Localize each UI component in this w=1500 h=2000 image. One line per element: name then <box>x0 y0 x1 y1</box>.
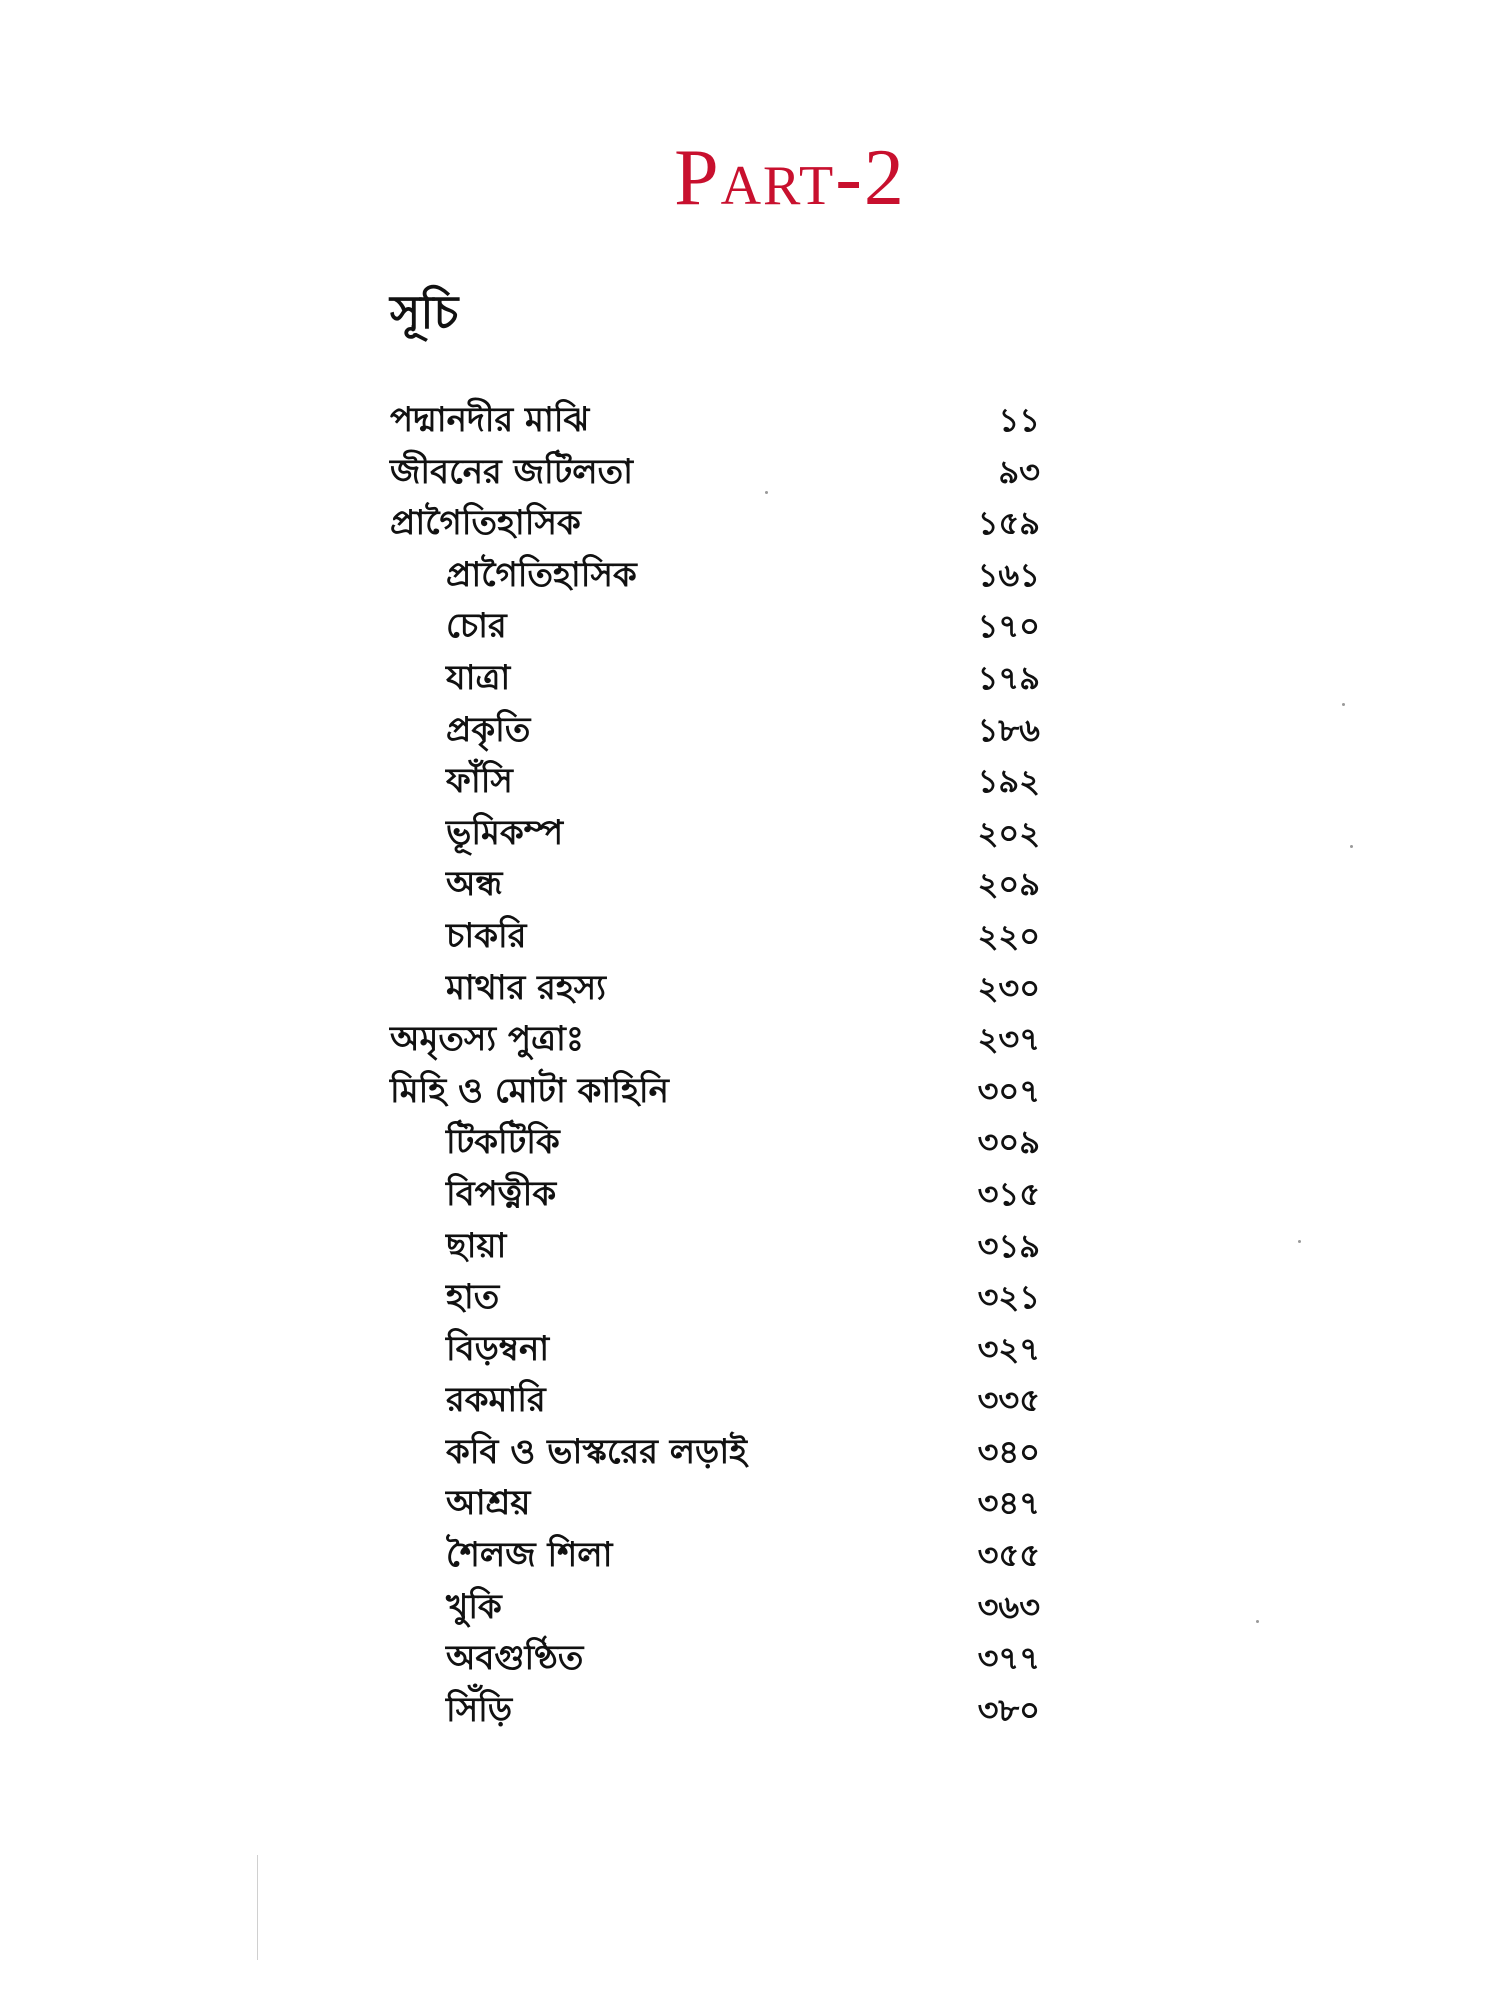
toc-entry <box>390 1272 1040 1324</box>
toc-entry-title: যাত্রা <box>446 657 511 698</box>
toc-entry <box>390 1221 1040 1273</box>
toc-entry <box>390 395 1040 447</box>
toc-entry <box>390 1685 1040 1737</box>
toc-entry <box>390 1066 1040 1118</box>
toc-entry-page-number: ৩৬৩ <box>977 1587 1040 1626</box>
toc-entry <box>390 550 1040 602</box>
toc-entry <box>390 859 1040 911</box>
toc-entry-page-number: ১১ <box>998 401 1040 439</box>
toc-entry <box>390 1582 1040 1634</box>
scan-speck <box>1256 1620 1259 1623</box>
toc-entry-title: পদ্মানদীর মাঝি <box>390 400 590 440</box>
toc-entry <box>390 1530 1040 1582</box>
toc-entry <box>390 1014 1040 1066</box>
part-title: Part-2 <box>674 134 906 222</box>
toc-entry-title: ছায়া <box>446 1225 507 1266</box>
toc-entry-title: চাকরি <box>446 915 527 956</box>
toc-entry <box>390 1117 1040 1169</box>
toc-entry-page-number: ৩৫৫ <box>977 1536 1040 1575</box>
toc-entry-title: প্রকৃতি <box>446 709 531 750</box>
toc-entry-page-number: ১৭৯ <box>977 658 1040 697</box>
toc-entry-page-number: ২০৯ <box>977 865 1040 904</box>
toc-entry-title: অন্ধ <box>446 864 503 905</box>
toc-entry-page-number: ৩৪৭ <box>977 1484 1040 1523</box>
toc-entry <box>390 1427 1040 1479</box>
toc-entry-title: আশ্রয় <box>446 1483 531 1524</box>
toc-entry <box>390 601 1040 653</box>
scan-speck <box>1298 1240 1301 1243</box>
toc-entry-page-number: ১৬১ <box>977 555 1040 594</box>
toc-entry <box>390 447 1040 499</box>
toc-entry-page-number: ৩২১ <box>977 1278 1040 1317</box>
toc-entry-title: শৈলজ শিলা <box>446 1535 613 1576</box>
toc-entry-title: হাত <box>446 1277 500 1318</box>
toc-entry-title: মাথার রহস্য <box>446 967 607 1008</box>
toc-entry-title: অমৃতস্য পুত্রাঃ <box>390 1019 585 1060</box>
toc-entry-page-number: ৩৩৫ <box>977 1381 1040 1420</box>
scan-speck <box>765 491 768 494</box>
toc-entry-title: ভূমিকম্প <box>446 812 564 853</box>
toc-entry <box>390 963 1040 1015</box>
toc-entry-title: জীবনের জটিলতা <box>390 451 633 492</box>
toc-entry-title: সিঁড়ি <box>446 1689 513 1730</box>
toc-entry <box>390 1169 1040 1221</box>
toc-entry-title: কবি ও ভাস্করের লড়াই <box>446 1431 747 1472</box>
toc-entry-title: খুকি <box>446 1586 502 1627</box>
toc-entry <box>390 911 1040 963</box>
toc-entry-page-number: ৩০৯ <box>977 1123 1040 1162</box>
toc-entry-page-number: ২২০ <box>977 916 1040 955</box>
toc-entry <box>390 1324 1040 1376</box>
scan-edge-line <box>257 1855 258 1960</box>
toc-entry-page-number: ২৩৭ <box>977 1020 1040 1059</box>
toc-entry-page-number: ৩০৭ <box>977 1071 1040 1110</box>
toc-entry-title: টিকটিকি <box>446 1122 560 1163</box>
toc-entry-page-number: ২৩০ <box>977 968 1040 1007</box>
toc-entry <box>390 1478 1040 1530</box>
toc-entry-title: বিড়ম্বনা <box>446 1328 550 1369</box>
scan-speck <box>1342 703 1345 706</box>
toc-entry <box>390 1375 1040 1427</box>
toc-entry-page-number: ৩৭৭ <box>977 1639 1040 1678</box>
toc-entry-title: মিহি ও মোটা কাহিনি <box>390 1070 669 1111</box>
toc-entry-title: অবগুণ্ঠিত <box>446 1638 584 1679</box>
toc-entry-page-number: ১৮৬ <box>977 710 1040 749</box>
toc-entry <box>390 653 1040 705</box>
toc-entry-page-number: ৯৩ <box>998 452 1040 491</box>
toc-entry-title: চোর <box>446 606 507 647</box>
toc-entry-page-number: ৩১৫ <box>977 1174 1040 1213</box>
toc-heading: সূচি <box>390 285 459 339</box>
toc-entry-page-number: ৩১৯ <box>977 1226 1040 1265</box>
toc-entry-page-number: ২০২ <box>977 813 1040 852</box>
toc-entry-page-number: ৩২৭ <box>977 1329 1040 1368</box>
scan-speck <box>1350 845 1353 848</box>
toc-entry-title: প্রাগৈতিহাসিক <box>446 554 637 595</box>
toc-entry-title: রকমারি <box>446 1380 546 1421</box>
toc-entry-title: বিপত্নীক <box>446 1173 557 1214</box>
toc-entry-title: প্রাগৈতিহাসিক <box>390 503 581 544</box>
toc-entry-page-number: ১৫৯ <box>977 504 1040 543</box>
toc-entry-page-number: ১৭০ <box>977 607 1040 646</box>
table-of-contents <box>390 395 1040 1736</box>
toc-entry-title: ফাঁসি <box>446 761 513 802</box>
toc-entry <box>390 705 1040 757</box>
toc-entry <box>390 498 1040 550</box>
toc-entry-page-number: ৩৮০ <box>977 1690 1040 1729</box>
toc-entry <box>390 1633 1040 1685</box>
toc-entry-page-number: ১৯২ <box>977 762 1040 801</box>
toc-entry <box>390 756 1040 808</box>
toc-entry-page-number: ৩৪০ <box>977 1432 1040 1471</box>
toc-entry <box>390 808 1040 860</box>
